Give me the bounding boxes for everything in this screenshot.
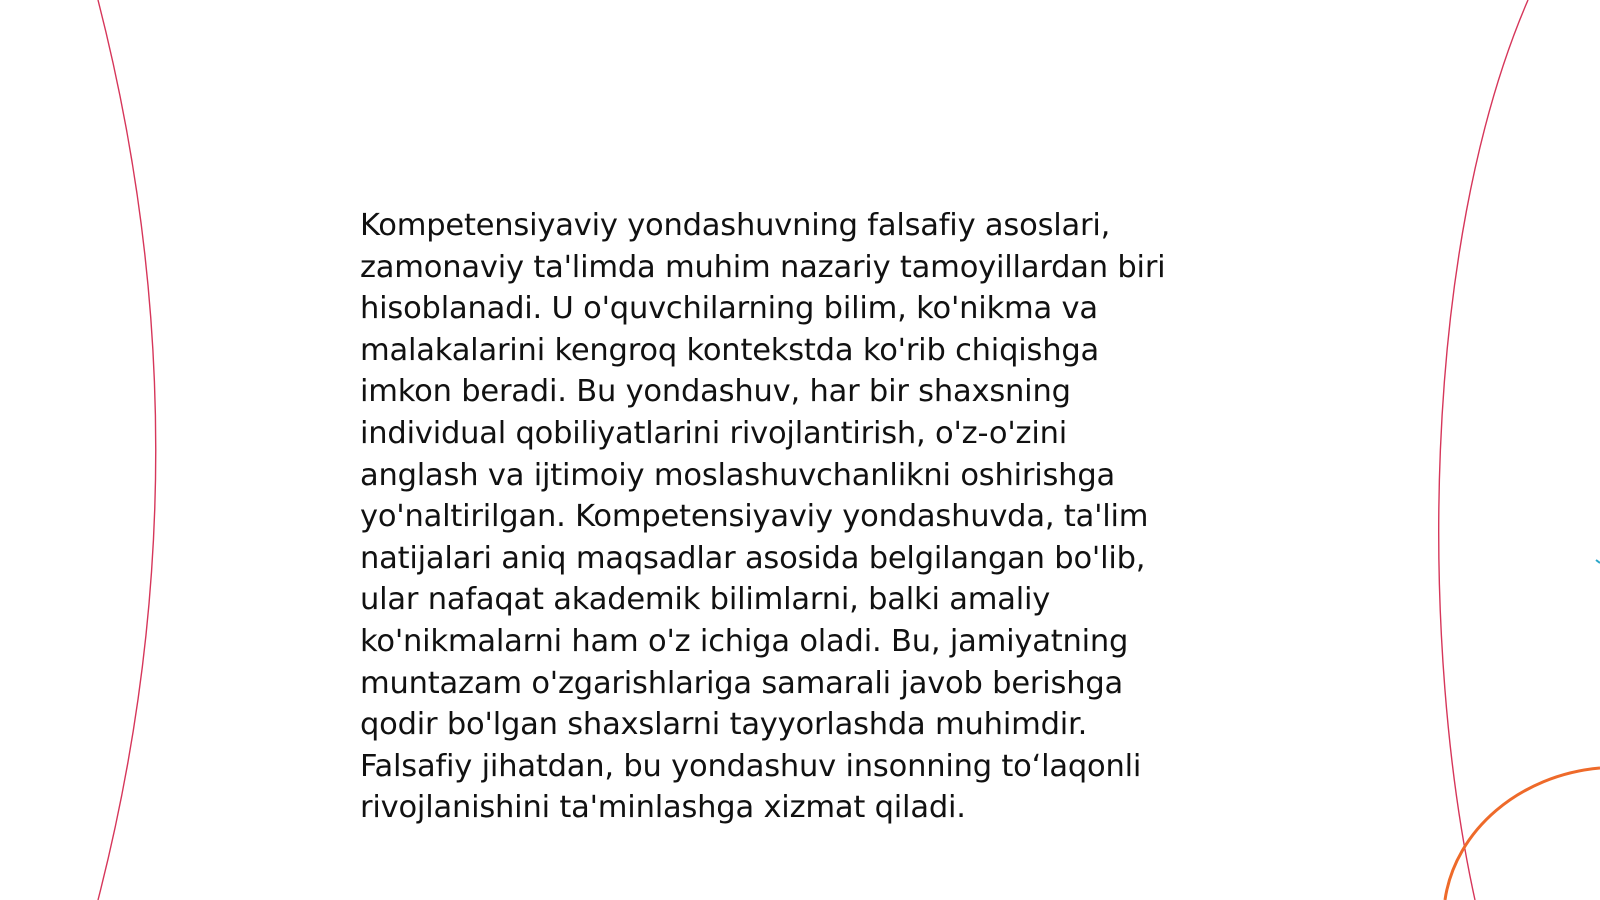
orange-arc xyxy=(1445,768,1600,900)
left-curve-line xyxy=(98,0,156,900)
teal-tick xyxy=(1596,560,1600,563)
slide-paragraph: Kompetensiyaviy yondashuvning falsafiy asoslari, zamonaviy ta'limda muhim nazariy tamoyillardan biri hisoblanadi. U o'quvchilarning bilim, ko'nikma va malakalarini kengroq kontekstda ko'rib chiqishga imkon beradi. Bu yondashuv, har bir shaxsning individual qobiliyatlarini rivojlantirish, o'z-o'zini anglash va ijtimoiy moslashuvchanlikni oshirishga yo'naltirilgan. Kompetensiyaviy yondashuvda, ta'lim natijalari aniq maqsadlar asosida belgilangan bo'lib, ular nafaqat akademik bilimlarni, balki amaliy ko'nikmalarni ham o'z ichiga oladi. Bu, jamiyatning muntazam o'zgarishlariga samarali javob berishga qodir bo'lgan shaxslarni tayyorlashda muhimdir. Falsafiy jihatdan, bu yondashuv insonning to‘laqonli rivojlanishini ta'minlashga xizmat qiladi. xyxy=(360,208,1166,826)
right-curve-line xyxy=(1439,0,1528,900)
